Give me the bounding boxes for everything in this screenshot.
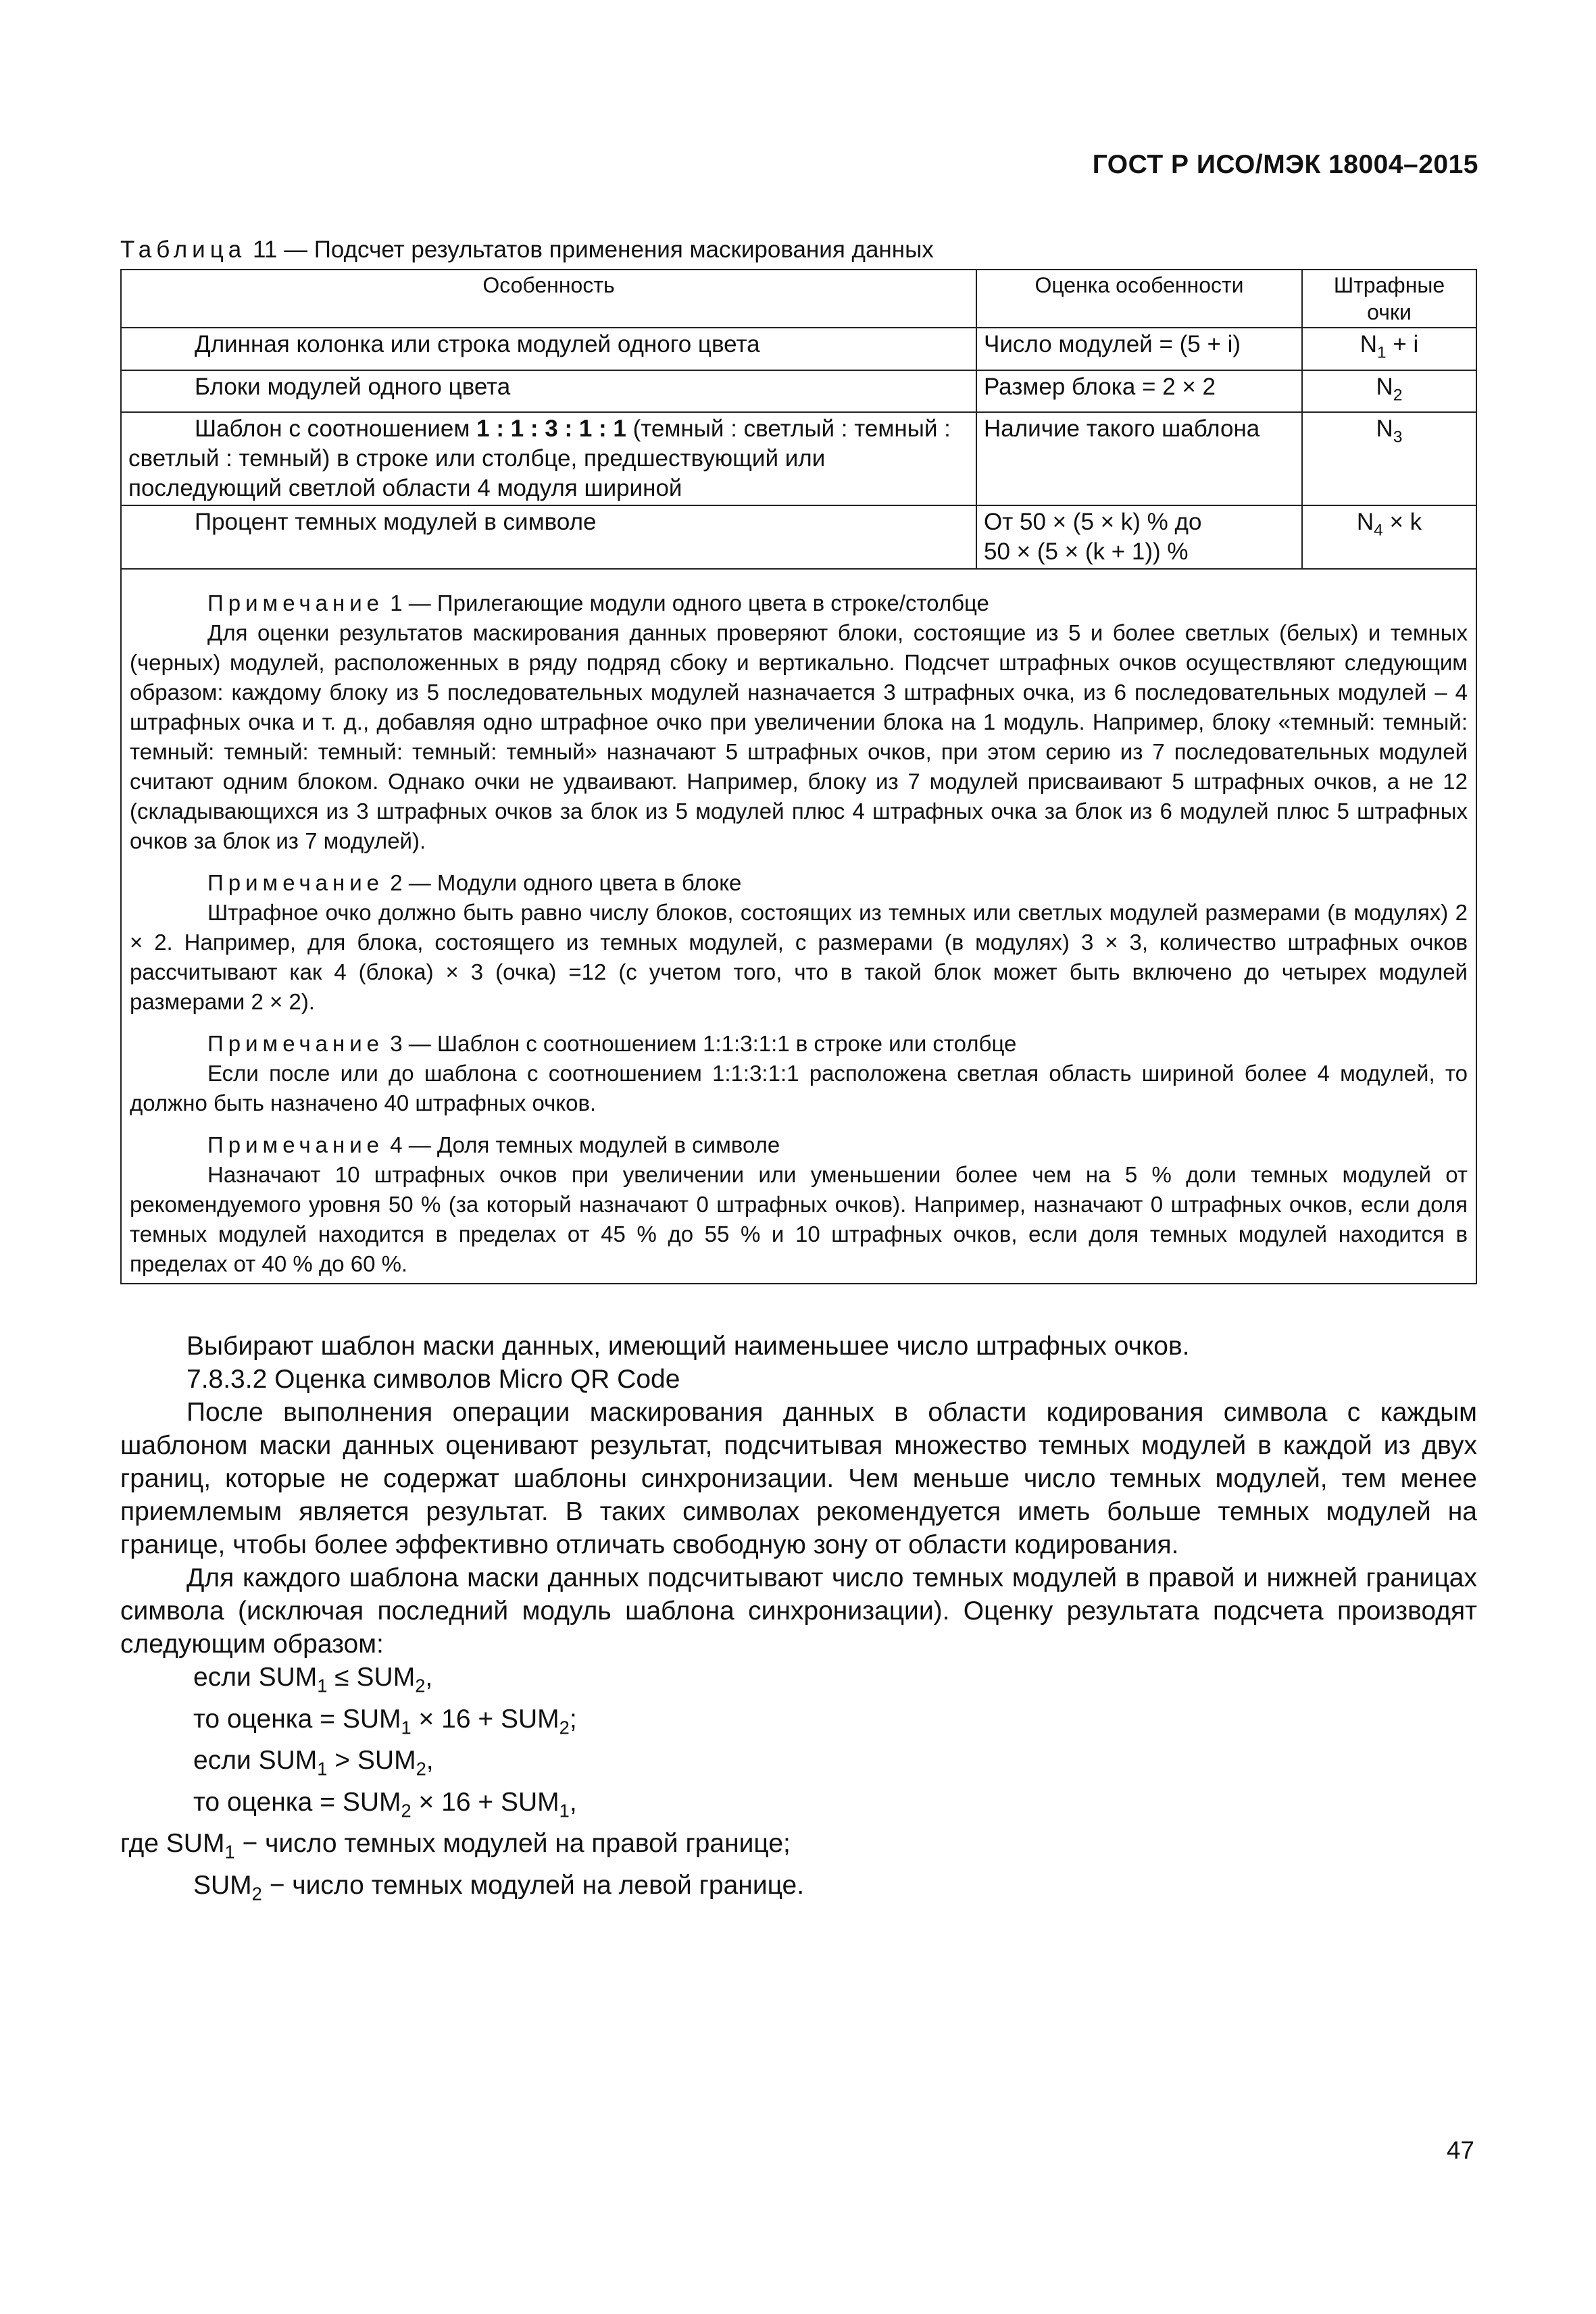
table-title-label: Таблица — [120, 236, 247, 263]
penalty-cell — [1302, 505, 1476, 569]
definition-line: $SUM_2$ − число темных модулей на левой границе. — [193, 1870, 805, 1905]
note-heading — [130, 868, 1468, 898]
penalty-base: N — [1376, 373, 1393, 400]
note-body: Если после или до шаблона с соотношением 1:1:3:1:1 расположена светлая область шириной более 4 модулей, то должно быть назначено 40 штрафных очков. — [130, 1061, 1468, 1116]
penalty-sub: 3 — [1393, 428, 1403, 447]
formula-line: если $SUM_1 \le SUM_2$, — [193, 1663, 433, 1696]
page-number: 47 — [1446, 2136, 1474, 2164]
note-1 — [130, 588, 1468, 856]
table-row — [121, 412, 1476, 505]
evaluation-line: 50 × (5 × (k + 1)) % — [984, 538, 1189, 565]
feature-cell — [121, 412, 976, 505]
table-row — [121, 328, 1476, 370]
penalty-sub: 2 — [1393, 386, 1403, 405]
section-heading: 7.8.3.2 Оценка символов Micro QR Code — [186, 1365, 680, 1394]
table-title-text: 11 — Подсчет результатов применения маскирования данных — [252, 236, 934, 263]
notes-cell — [121, 569, 1476, 1284]
note-4 — [130, 1130, 1468, 1279]
column-header-evaluation: Оценка особенности — [976, 270, 1302, 328]
table-row — [121, 370, 1476, 413]
notes-row — [121, 569, 1476, 1284]
evaluation-text: Число модулей = (5 + i) — [984, 331, 1241, 357]
feature-ratio: 1 : 1 : 3 : 1 : 1 — [476, 416, 626, 443]
feature-text: Шаблон с соотношением — [195, 416, 477, 443]
note-title: 4 — Доля темных модулей в символе — [390, 1132, 780, 1158]
feature-cell: Процент темных модулей в символе — [121, 505, 976, 569]
table-title — [120, 236, 934, 263]
note-label: Примечание — [207, 870, 384, 896]
penalty-base: N — [1356, 509, 1374, 536]
penalty-tail: × k — [1382, 509, 1422, 536]
note-body: Для оценки результатов маскирования данных проверяют блоки, состоящие из 5 и более светлых (белых) и темных (черных) модулей, расположенных в ряду подряд сбоку и вертикально. Подсчет штрафных очков осуществляют следующим образом: каждому блоку из 5 последовательных модулей назначается 3 штрафных очка, из 6 последовательных модулей – 4 штрафных очка и т. д., добавляя одно штрафное очко при увеличении блока на 1 модуль. Например, блоку «темный: темный: темный: темный: темный: темный: темный» назначают 5 штрафных очков, при этом серию из 7 последовательных модулей считают одним блоком. Однако очки не удваивают. Например, блоку из 7 модулей присваивают 5 штрафных очков, а не 12 (складывающихся из 3 штрафных очков за блок из 5 модулей плюс 4 штрафных очка за блок из 6 модулей плюс 5 штрафных очков за блок из 7 модулей). — [130, 620, 1468, 854]
column-header-penalty: Штрафные очки — [1302, 270, 1476, 328]
note-2 — [130, 868, 1468, 1017]
evaluation-cell: Наличие такого шаблона — [976, 412, 1302, 505]
penalty-tail: + i — [1386, 331, 1419, 357]
paragraph: Для каждого шаблона маски данных подсчитывают число темных модулей в правой и нижней границах символа (исключая последний модуль шаблона синхронизации). Оценку результата подсчета производят следующим образом: — [120, 1563, 1477, 1659]
penalty-table — [120, 269, 1477, 1284]
penalty-sub: 4 — [1374, 521, 1383, 540]
penalty-cell — [1302, 328, 1476, 370]
feature-text: (темный : светлый : темный : светлый : темный) в строке или столбце, предшествующий или последующий светлой области 4 модуля шириной — [128, 416, 951, 502]
note-body: Штрафное очко должно быть равно числу блоков, состоящих из темных или светлых модулей размерами (в модулях) 2 × 2. Например, для блока, состоящего из темных модулей, с размерами (в модулях) 3 × 3, количество штрафных очков рассчитывают как 4 (блока) × 3 (очка) =12 (с учетом того, что в такой блок может быть включено до четырех модулей размерами 2 × 2). — [130, 900, 1468, 1015]
note-heading — [130, 1130, 1468, 1160]
penalty-sub: 1 — [1376, 343, 1387, 362]
note-title: 3 — Шаблон с соотношением 1:1:3:1:1 в строке или столбце — [390, 1031, 1017, 1057]
penalty-base: N — [1360, 331, 1377, 357]
formula-line: если $SUM_1 > SUM_2$, — [193, 1746, 434, 1780]
penalty-cell — [1302, 370, 1476, 413]
note-heading — [130, 588, 1468, 618]
standard-header: ГОСТ Р ИСО/МЭК 18004–2015 — [1092, 150, 1478, 179]
evaluation-line: От 50 × (5 × k) % до — [984, 509, 1202, 536]
table-row — [121, 505, 1476, 569]
formula-line: то оценка = $SUM_2 \times 16 + SUM_1$, — [193, 1787, 577, 1821]
note-body: Назначают 10 штрафных очков при увеличении или уменьшении более чем на 5 % доли темных модулей от рекомендуемого уровня 50 % (за который назначают 0 штрафных очков). Например, назначают 0 штрафных очков, если доля темных модулей находится в пределах от 45 % до 55 % и 10 штрафных очков, если доля темных модулей находится в пределах от 40 % до 60 %. — [130, 1162, 1468, 1277]
penalty-base: N — [1376, 416, 1393, 443]
feature-cell: Блоки модулей одного цвета — [121, 370, 976, 413]
paragraph: После выполнения операции маскирования данных в области кодирования символа с каждым шаблоном маски данных оценивают результат, подсчитывая множество темных модулей в каждой из двух границ, которые не содержат шаблоны синхронизации. Чем меньше число темных модулей, тем менее приемлемым является результат. В таких символах рекомендуется иметь больше темных модулей на границе, чтобы более эффективно отличать свободную зону от области кодирования. — [120, 1398, 1477, 1559]
evaluation-cell — [976, 505, 1302, 569]
body-text — [120, 1330, 1477, 1910]
note-heading — [130, 1029, 1468, 1059]
evaluation-cell — [976, 328, 1302, 370]
penalty-cell — [1302, 412, 1476, 505]
definition-line: где $SUM_1$ − число темных модулей на правой границе; — [120, 1829, 791, 1863]
note-title: 2 — Модули одного цвета в блоке — [390, 870, 742, 896]
note-label: Примечание — [207, 1031, 384, 1057]
evaluation-cell: Размер блока = 2 × 2 — [976, 370, 1302, 413]
feature-cell: Длинная колонка или строка модулей одного цвета — [121, 328, 976, 370]
paragraph: Выбирают шаблон маски данных, имеющий наименьшее число штрафных очков. — [186, 1332, 1190, 1361]
note-label: Примечание — [207, 1132, 384, 1158]
note-label: Примечание — [207, 590, 384, 616]
column-header-feature: Особенность — [121, 270, 976, 328]
note-title: 1 — Прилегающие модули одного цвета в строке/столбце — [390, 590, 989, 616]
note-3 — [130, 1029, 1468, 1118]
formula-line: то оценка = $SUM_1 \times 16 + SUM_2$; — [193, 1704, 577, 1738]
table-header-row — [121, 270, 1476, 328]
